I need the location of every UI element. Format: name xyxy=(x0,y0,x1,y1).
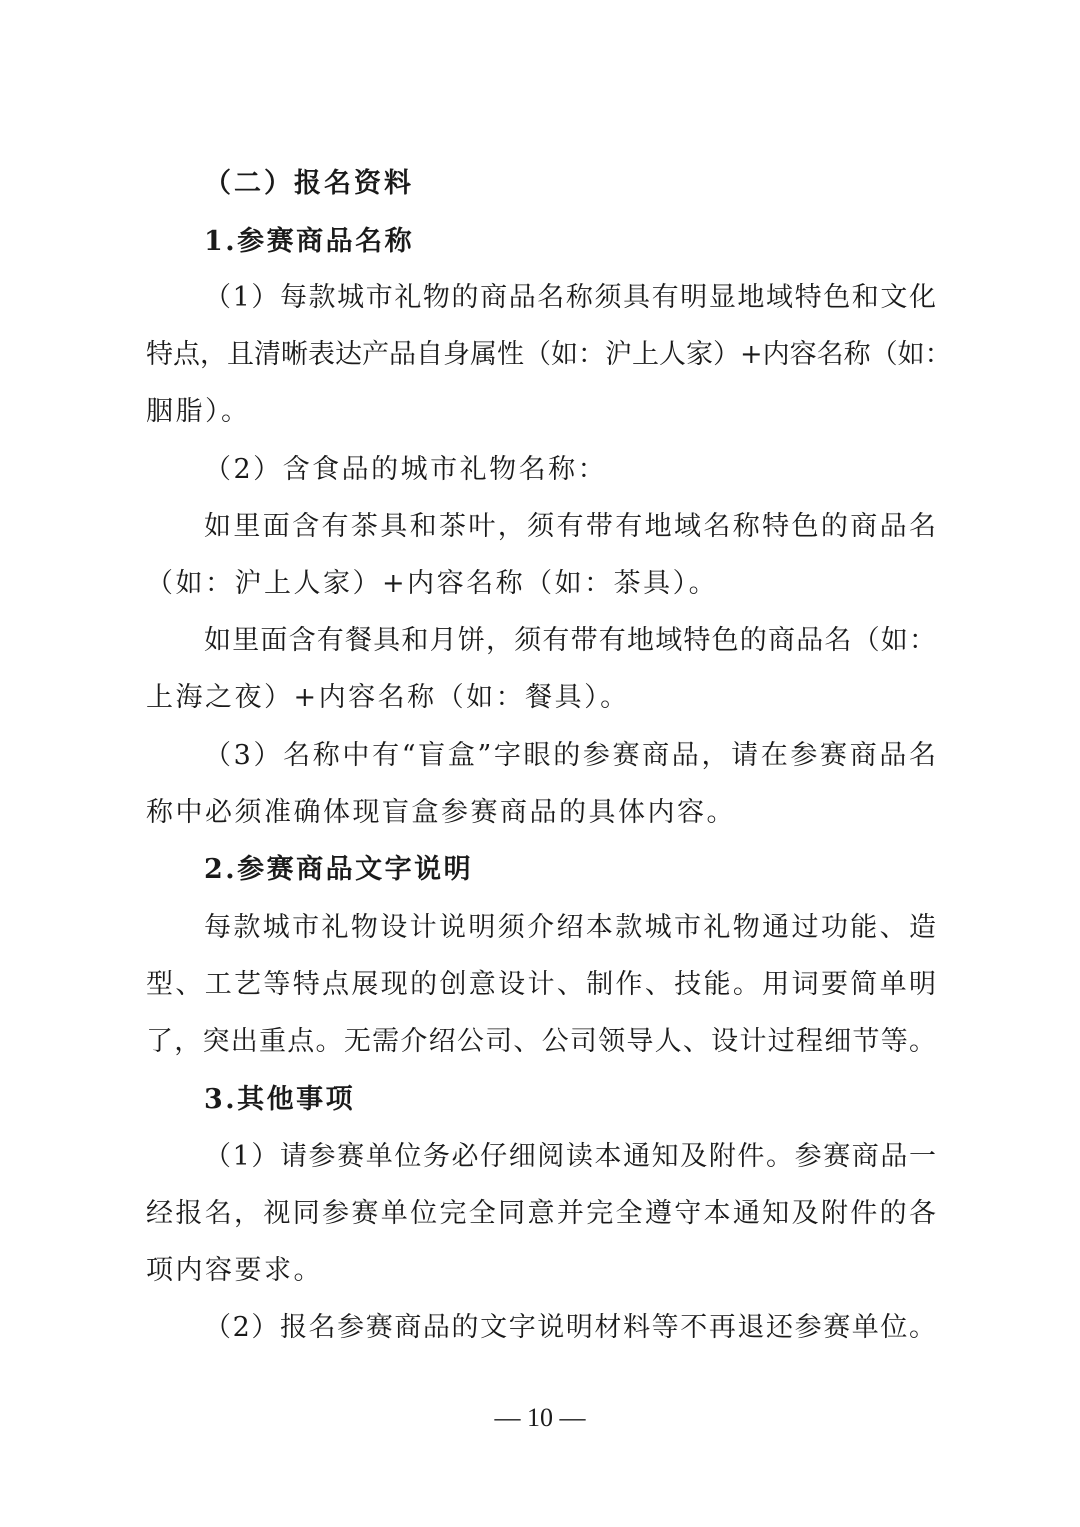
paragraph-line: 如里面含有餐具和月饼，须有带有地域特色的商品名（如： xyxy=(204,625,936,656)
paragraph-line: 上海之夜）+内容名称（如：餐具）。 xyxy=(146,682,630,713)
paragraph-line: （2）报名参赛商品的文字说明材料等不再退还参赛单位。 xyxy=(204,1312,936,1343)
paragraph-line: 了，突出重点。无需介绍公司、公司领导人、设计过程细节等。 xyxy=(146,1026,936,1057)
item3-title: 3.其他事项 xyxy=(204,1084,356,1115)
paragraph-line: （如：沪上人家）+内容名称（如：茶具）。 xyxy=(146,568,719,599)
page-number: — 10 — xyxy=(494,1403,586,1432)
item1-title: 1.参赛商品名称 xyxy=(204,226,415,257)
paragraph-line: （2）含食品的城市礼物名称： xyxy=(204,454,608,485)
item2-title: 2.参赛商品文字说明 xyxy=(204,854,474,885)
paragraph-line: 项内容要求。 xyxy=(146,1255,323,1286)
paragraph-line: （1）请参赛单位务必仔细阅读本通知及附件。参赛商品一 xyxy=(204,1141,936,1172)
paragraph-line: （1）每款城市礼物的商品名称须具有明显地域特色和文化 xyxy=(204,282,936,313)
paragraph-line: 特点，且清晰表达产品自身属性（如：沪上人家）+内容名称（如： xyxy=(146,339,952,370)
paragraph-line: 经报名，视同参赛单位完全同意并完全遵守本通知及附件的各 xyxy=(146,1198,936,1229)
paragraph-line: （3）名称中有“盲盒”字眼的参赛商品，请在参赛商品名 xyxy=(204,740,936,771)
section-heading: （二）报名资料 xyxy=(204,168,414,199)
paragraph-line: 每款城市礼物设计说明须介绍本款城市礼物通过功能、造 xyxy=(204,912,936,943)
paragraph-line: 型、工艺等特点展现的创意设计、制作、技能。用词要简单明 xyxy=(146,969,936,1000)
paragraph-line: 胭脂）。 xyxy=(146,396,251,427)
paragraph-line: 如里面含有茶具和茶叶，须有带有地域名称特色的商品名 xyxy=(204,511,936,542)
paragraph-line: 称中必须准确体现盲盒参赛商品的具体内容。 xyxy=(146,797,736,828)
